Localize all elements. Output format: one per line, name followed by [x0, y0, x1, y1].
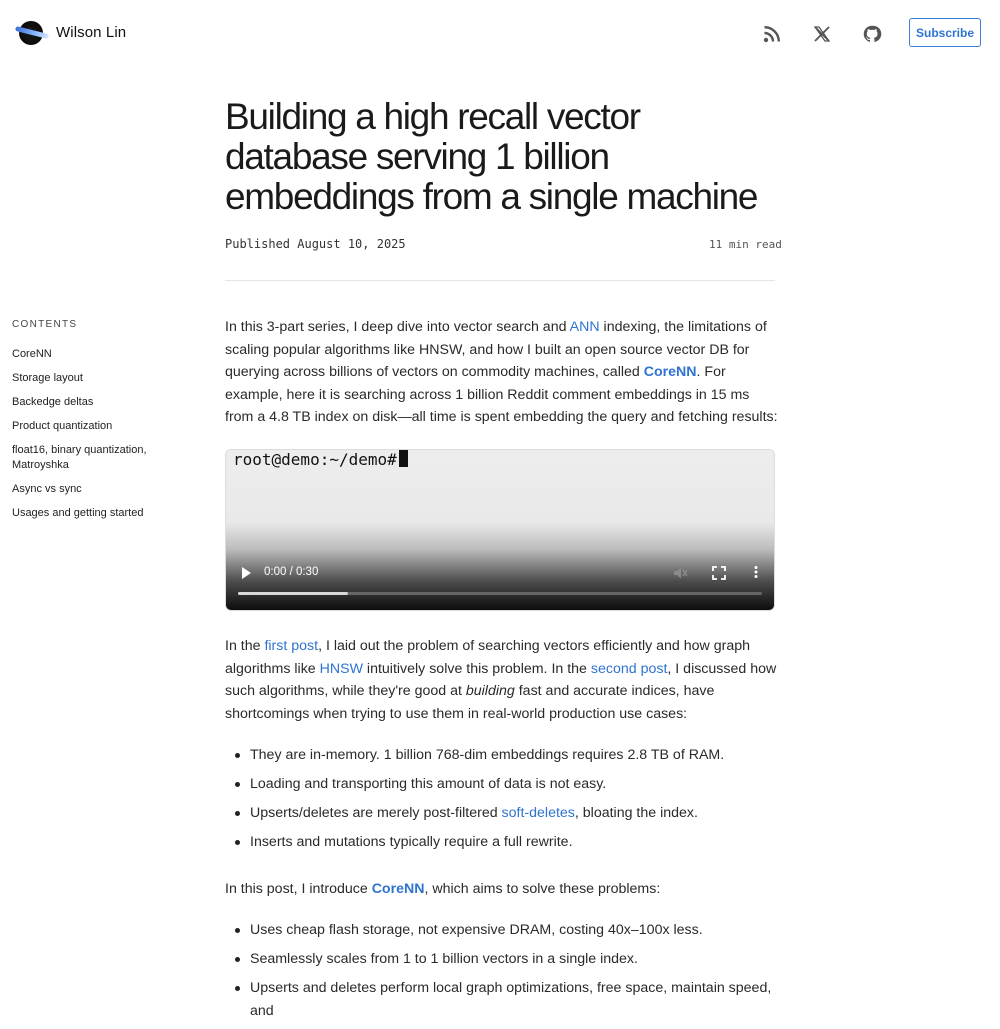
para2-text-5: fast and accurate indices, have shortcomings when trying to use them in real-world production use cases:: [225, 683, 715, 722]
site-header: [0, 0, 1000, 66]
list-item: [225, 802, 780, 825]
ann-link[interactable]: ANN: [569, 319, 600, 335]
intro-text-1: In this 3-part series, I deep dive into vector search and: [225, 319, 570, 335]
video-progress-fill: [238, 592, 348, 595]
toc-item-backedge-deltas[interactable]: Backedge deltas: [12, 396, 94, 408]
list-item-text: , bloating the index.: [574, 805, 698, 821]
para2-text-3: intuitively solve this problem. In the: [362, 660, 591, 677]
video-progress-track[interactable]: [238, 592, 762, 595]
fullscreen-icon[interactable]: [711, 565, 727, 581]
play-icon[interactable]: [240, 566, 252, 580]
terminal-prompt-text: root@demo:~/demo#: [233, 450, 397, 469]
x-icon[interactable]: [812, 24, 832, 44]
toc-heading: CONTENTS: [12, 319, 78, 330]
para2-text-1: In the: [225, 638, 265, 654]
list-item: Uses cheap flash storage, not expensive DRAM, costing 40x–100x less.: [225, 919, 780, 942]
para3-text-1: In this post, I introduce: [225, 881, 372, 897]
list-item: Loading and transporting this amount of data is not easy.: [225, 773, 780, 796]
published-date: Published August 10, 2025: [225, 237, 406, 251]
toc-item-usages[interactable]: Usages and getting started: [12, 507, 144, 519]
toc-item-storage-layout[interactable]: Storage layout: [12, 372, 83, 384]
list-item-text: Upserts/deletes are merely post-filtered: [250, 805, 502, 821]
header-divider: [225, 280, 775, 281]
second-paragraph: [225, 635, 780, 725]
soft-deletes-link[interactable]: soft-deletes: [501, 805, 575, 821]
para2-emphasis: building: [465, 683, 515, 699]
list-item: They are in-memory. 1 billion 768-dim embeddings requires 2.8 TB of RAM.: [225, 744, 780, 767]
demo-video-player[interactable]: [225, 449, 775, 611]
first-post-link[interactable]: first post: [264, 638, 319, 654]
mute-icon[interactable]: [672, 565, 688, 581]
toc-item-float16[interactable]: float16, binary quantization, Matroyshka: [12, 444, 147, 471]
list-item: Inserts and mutations typically require a full rewrite.: [225, 831, 780, 854]
second-post-link[interactable]: second post: [590, 660, 668, 677]
features-list: [225, 919, 780, 1029]
subscribe-button[interactable]: Subscribe: [909, 18, 981, 47]
para2-text-2: , I laid out the problem of searching vectors efficiently and how graph algorithms like: [225, 638, 750, 677]
para2-text-4: , I discussed how such algorithms, while they're good at: [225, 660, 777, 699]
list-item: Upserts and deletes perform local graph optimizations, free space, maintain speed, and: [225, 977, 780, 1022]
shortcomings-list: [225, 744, 780, 860]
intro-text-3: . For example, here it is searching across 1 billion Reddit comment embeddings in 15 ms from a 4.8 TB index on disk—all time is spent embedding the query and fetching results:: [225, 364, 778, 425]
list-item: Seamlessly scales from 1 to 1 billion vectors in a single index.: [225, 948, 780, 971]
toc-item-async-vs-sync[interactable]: Async vs sync: [12, 483, 82, 495]
site-logo[interactable]: [19, 21, 43, 45]
para3-text-2: , which aims to solve these problems:: [424, 881, 661, 897]
rss-icon[interactable]: [762, 24, 782, 44]
corenn-link[interactable]: CoreNN: [643, 364, 697, 380]
toc-item-product-quantization[interactable]: Product quantization: [12, 420, 113, 432]
intro-paragraph: [225, 316, 780, 429]
hnsw-link[interactable]: HNSW: [319, 660, 363, 677]
third-paragraph: [225, 878, 780, 901]
video-time: 0:00 / 0:30: [264, 566, 319, 578]
page-title: Building a high recall vector database serving 1 billion embeddings from a single machine: [225, 96, 758, 217]
site-name[interactable]: Wilson Lin: [56, 24, 127, 41]
intro-text-2: indexing, the limitations of scaling popular algorithms like HNSW, and how I built an open source vector DB for querying across billions of vectors on commodity machines, called: [225, 319, 767, 380]
table-of-contents: [12, 319, 172, 530]
read-time: 11 min read: [709, 238, 782, 251]
toc-item-corenn[interactable]: CoreNN: [12, 348, 52, 360]
terminal-cursor: [399, 450, 408, 467]
terminal-prompt: [233, 450, 408, 470]
more-options-icon[interactable]: [748, 564, 764, 580]
github-icon[interactable]: [862, 24, 882, 44]
corenn-link-2[interactable]: CoreNN: [371, 881, 425, 897]
